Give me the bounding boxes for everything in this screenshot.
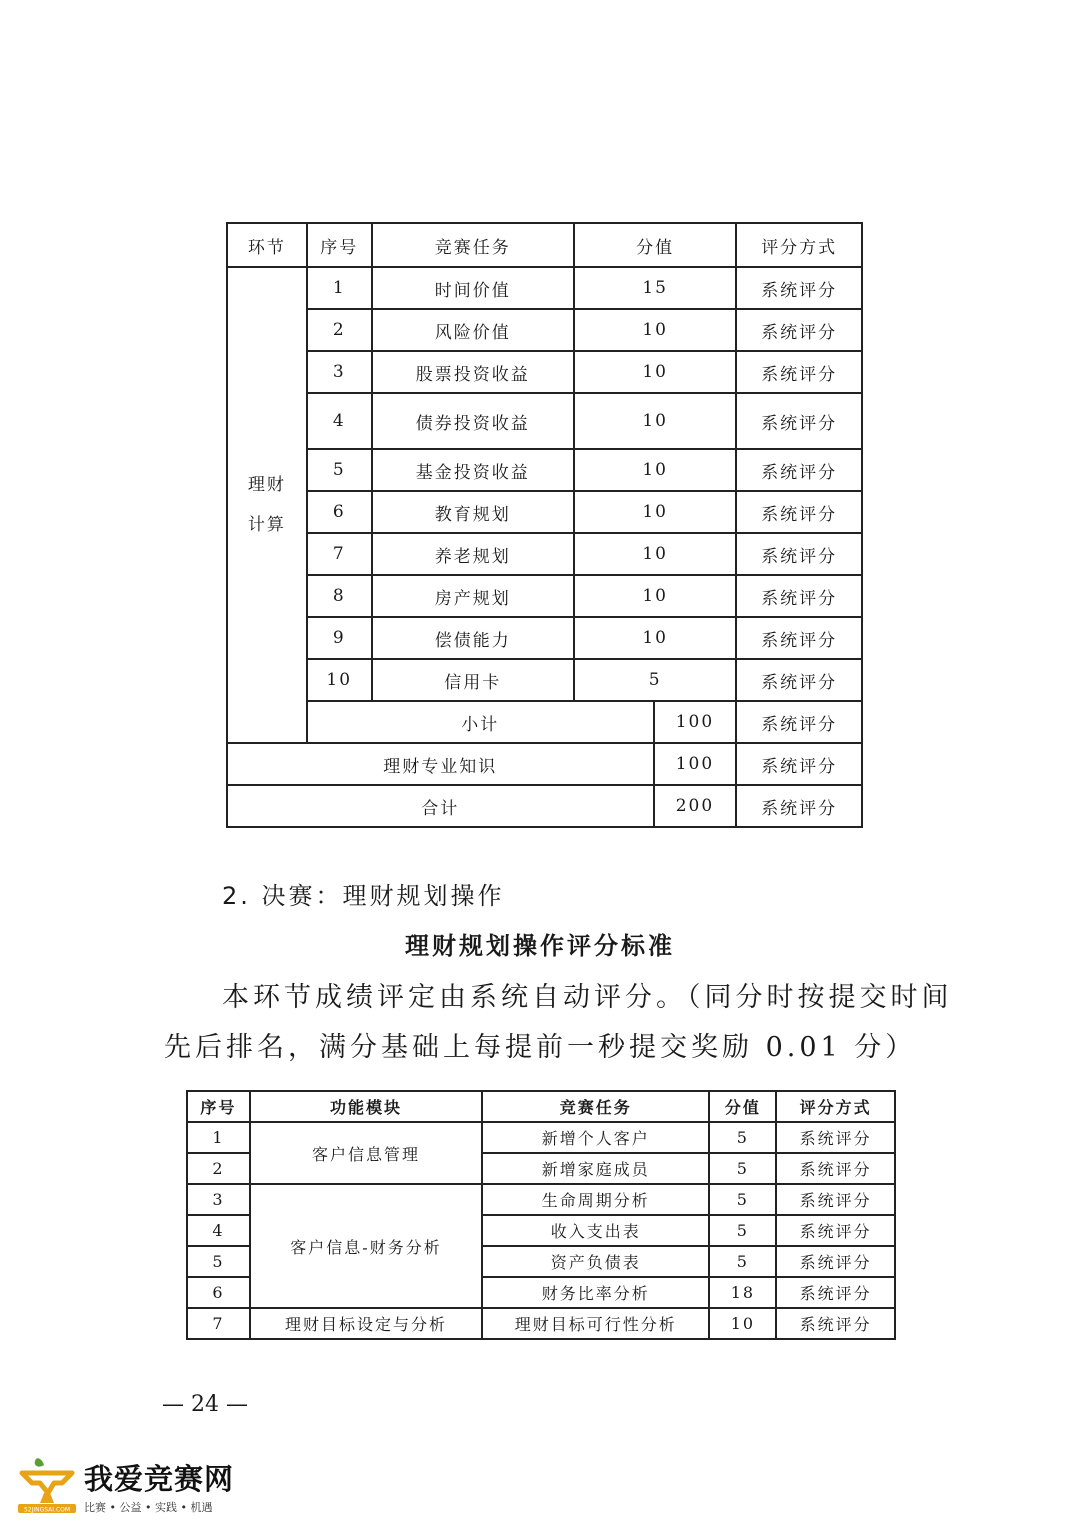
row-task: 股票投资收益 — [372, 351, 574, 393]
row-score: 10 — [574, 575, 736, 617]
section-title: 理财规划操作评分标准 — [405, 932, 675, 960]
table-row — [227, 617, 862, 659]
row-score: 10 — [574, 491, 736, 533]
row-method: 系统评分 — [736, 659, 862, 701]
row-method: 系统评分 — [736, 617, 862, 659]
row-no: 3 — [307, 351, 372, 393]
row-no: 8 — [307, 575, 372, 617]
subtotal-score: 100 — [654, 701, 737, 743]
row-method: 系统评分 — [736, 491, 862, 533]
table-row — [227, 267, 862, 309]
module-cell: 理财目标设定与分析 — [250, 1308, 482, 1339]
table-row — [187, 1184, 895, 1215]
row-score: 15 — [574, 267, 736, 309]
row-score: 10 — [574, 617, 736, 659]
table-row — [187, 1122, 895, 1153]
subtotal-label: 小计 — [307, 701, 654, 743]
row-task: 新增个人客户 — [482, 1122, 709, 1153]
module-cell: 客户信息管理 — [250, 1122, 482, 1184]
table-row — [227, 393, 862, 449]
row-score: 10 — [574, 533, 736, 575]
row-method: 系统评分 — [776, 1215, 895, 1246]
header-no: 序号 — [187, 1091, 250, 1122]
row-score: 10 — [574, 309, 736, 351]
row-score: 10 — [574, 393, 736, 449]
row-no: 1 — [187, 1122, 250, 1153]
row-task: 新增家庭成员 — [482, 1153, 709, 1184]
row-task: 时间价值 — [372, 267, 574, 309]
subtotal-method: 系统评分 — [736, 701, 862, 743]
row-score: 5 — [709, 1184, 776, 1215]
row-score: 5 — [709, 1122, 776, 1153]
header-stage: 环节 — [227, 223, 307, 267]
row-task: 债券投资收益 — [372, 393, 574, 449]
paragraph-line-2: 先后排名，满分基础上每提前一秒提交奖励 0.01 分） — [164, 1032, 917, 1063]
row-no: 2 — [307, 309, 372, 351]
header-score: 分值 — [709, 1091, 776, 1122]
row-no: 4 — [187, 1215, 250, 1246]
row-task: 风险价值 — [372, 309, 574, 351]
knowledge-row — [227, 743, 862, 785]
table-row — [227, 533, 862, 575]
row-method: 系统评分 — [776, 1246, 895, 1277]
stage-cell — [227, 267, 307, 743]
stage-label: 理财计算 — [247, 475, 286, 535]
table-header-row — [227, 223, 862, 267]
row-score: 5 — [709, 1246, 776, 1277]
row-no: 6 — [307, 491, 372, 533]
section-heading: 2. 决赛：理财规划操作 — [222, 882, 505, 910]
row-task: 资产负债表 — [482, 1246, 709, 1277]
row-task: 偿债能力 — [372, 617, 574, 659]
row-method: 系统评分 — [736, 533, 862, 575]
row-task: 信用卡 — [372, 659, 574, 701]
header-score: 分值 — [574, 223, 736, 267]
row-score: 5 — [709, 1215, 776, 1246]
row-no: 10 — [307, 659, 372, 701]
row-no: 2 — [187, 1153, 250, 1184]
row-score: 5 — [709, 1153, 776, 1184]
logo-tagline: 比赛 • 公益 • 实践 • 机遇 — [84, 1501, 213, 1514]
row-method: 系统评分 — [736, 449, 862, 491]
subtotal-row — [227, 701, 862, 743]
row-method: 系统评分 — [776, 1122, 895, 1153]
page-number: — 24 — — [162, 1392, 248, 1417]
table-row — [227, 351, 862, 393]
knowledge-method: 系统评分 — [736, 743, 862, 785]
row-no: 7 — [307, 533, 372, 575]
row-task: 理财目标可行性分析 — [482, 1308, 709, 1339]
row-task: 基金投资收益 — [372, 449, 574, 491]
row-method: 系统评分 — [736, 309, 862, 351]
row-no: 1 — [307, 267, 372, 309]
total-method: 系统评分 — [736, 785, 862, 827]
row-method: 系统评分 — [776, 1308, 895, 1339]
row-score: 18 — [709, 1277, 776, 1308]
knowledge-label: 理财专业知识 — [227, 743, 654, 785]
row-no: 4 — [307, 393, 372, 449]
header-method: 评分方式 — [736, 223, 862, 267]
row-score: 10 — [574, 449, 736, 491]
row-method: 系统评分 — [736, 575, 862, 617]
table-row — [227, 449, 862, 491]
row-method: 系统评分 — [776, 1153, 895, 1184]
total-row — [227, 785, 862, 827]
row-task: 生命周期分析 — [482, 1184, 709, 1215]
row-score: 5 — [574, 659, 736, 701]
scoring-table-final — [186, 1090, 896, 1340]
row-no: 9 — [307, 617, 372, 659]
row-no: 7 — [187, 1308, 250, 1339]
site-logo[interactable] — [14, 1455, 274, 1517]
header-task: 竞赛任务 — [372, 223, 574, 267]
row-method: 系统评分 — [736, 393, 862, 449]
module-cell: 客户信息-财务分析 — [250, 1184, 482, 1308]
row-method: 系统评分 — [736, 351, 862, 393]
table-row — [227, 491, 862, 533]
table-header-row — [187, 1091, 895, 1122]
row-method: 系统评分 — [736, 267, 862, 309]
paragraph-line-1: 本环节成绩评定由系统自动评分。（同分时按提交时间 — [222, 982, 953, 1013]
trophy-logo-icon — [14, 1455, 80, 1515]
row-no: 3 — [187, 1184, 250, 1215]
row-task: 财务比率分析 — [482, 1277, 709, 1308]
row-no: 5 — [307, 449, 372, 491]
row-task: 收入支出表 — [482, 1215, 709, 1246]
row-method: 系统评分 — [776, 1184, 895, 1215]
row-score: 10 — [709, 1308, 776, 1339]
row-no: 6 — [187, 1277, 250, 1308]
table-row — [187, 1308, 895, 1339]
table-row — [227, 309, 862, 351]
header-no: 序号 — [307, 223, 372, 267]
row-task: 养老规划 — [372, 533, 574, 575]
logo-domain-text: 52JINGSAI.COM — [23, 1506, 71, 1514]
row-method: 系统评分 — [776, 1277, 895, 1308]
logo-name: 我爱竞赛网 — [84, 1462, 235, 1496]
header-method: 评分方式 — [776, 1091, 895, 1122]
knowledge-score: 100 — [654, 743, 737, 785]
row-score: 10 — [574, 351, 736, 393]
total-score: 200 — [654, 785, 737, 827]
scoring-table-preliminary — [226, 222, 863, 828]
row-task: 房产规划 — [372, 575, 574, 617]
row-task: 教育规划 — [372, 491, 574, 533]
table-row — [227, 659, 862, 701]
total-label: 合计 — [227, 785, 654, 827]
table-row — [227, 575, 862, 617]
row-no: 5 — [187, 1246, 250, 1277]
header-task: 竞赛任务 — [482, 1091, 709, 1122]
header-module: 功能模块 — [250, 1091, 482, 1122]
